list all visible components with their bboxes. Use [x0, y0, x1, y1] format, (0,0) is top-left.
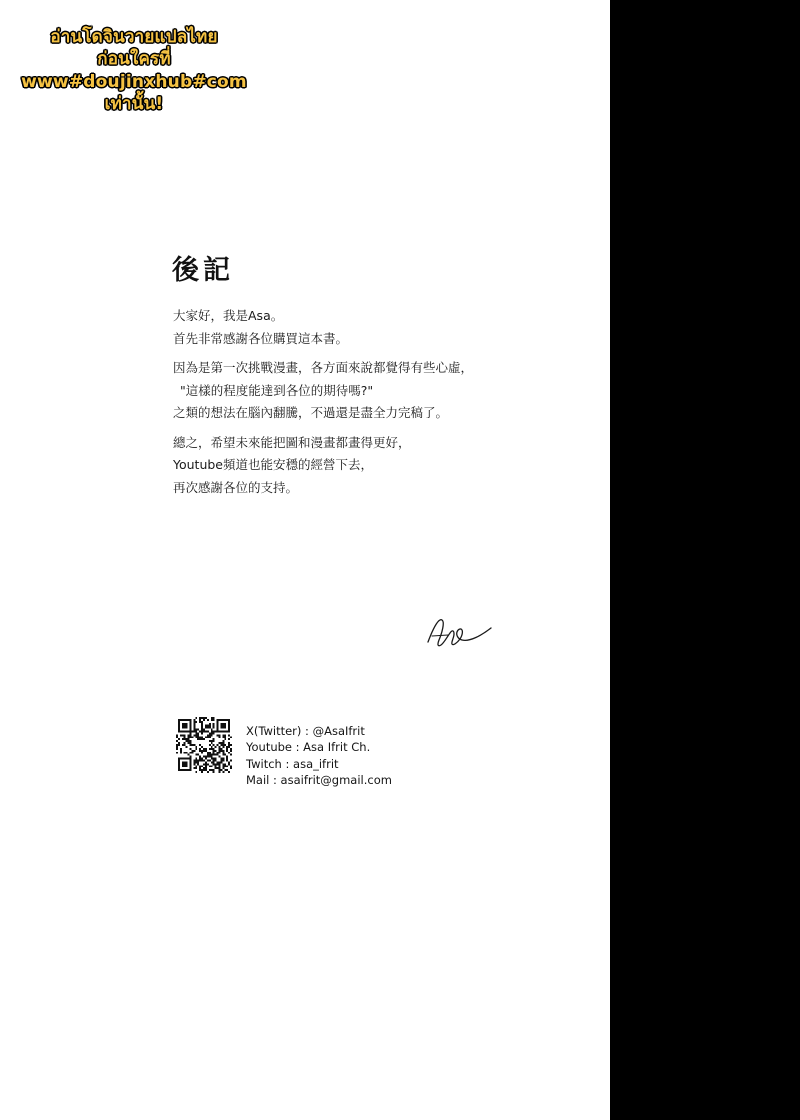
- afterword-paragraph-2: [173, 362, 573, 420]
- afterword-line: Youtube頻道也能安穩的經營下去，: [173, 457, 373, 472]
- afterword-line: 之類的想法在腦內翻騰，不過還是盡全力完稿了。: [173, 405, 449, 420]
- afterword-title: 後記: [172, 255, 234, 286]
- afterword-paragraph-3: [173, 434, 573, 495]
- page-margin-bar: [610, 0, 800, 1120]
- afterword-line: "這樣的程度能達到各位的期待嗎?": [180, 382, 374, 398]
- qr-code: [176, 717, 232, 773]
- contact-twitter: X(Twitter) : @AsaIfrit: [246, 724, 365, 738]
- watermark-line-3: www#doujinxhub#com: [21, 71, 247, 92]
- watermark-line-2: ก่อนใครที่: [97, 49, 171, 70]
- afterword-line: 首先非常感謝各位購買這本書。: [173, 330, 349, 346]
- watermark-line-1: อ่านโดจินวายแปลไทย: [50, 27, 218, 47]
- afterword-body: [173, 310, 573, 511]
- afterword-line: 再次感謝各位的支持。: [173, 479, 299, 495]
- afterword-line: 總之，希望未來能把圖和漫畫都畫得更好，: [173, 434, 411, 450]
- watermark-line-4: เท่านั้น!: [104, 94, 164, 115]
- afterword-paragraph-1: [173, 310, 573, 345]
- contact-twitch: Twitch : asa_ifrit: [246, 756, 339, 771]
- contact-mail: Mail : asaifrit@gmail.com: [246, 772, 392, 787]
- afterword-line: 因為是第一次挑戰漫畫，各方面來說都覺得有些心虛，: [173, 360, 474, 375]
- signature-mark: [424, 608, 494, 656]
- afterword-line: 大家好，我是Asa。: [173, 308, 284, 323]
- watermark-banner: [14, 26, 254, 116]
- contact-list: [246, 723, 392, 788]
- contact-youtube: Youtube : Asa Ifrit Ch.: [246, 740, 371, 755]
- qr-code-image: [176, 717, 232, 773]
